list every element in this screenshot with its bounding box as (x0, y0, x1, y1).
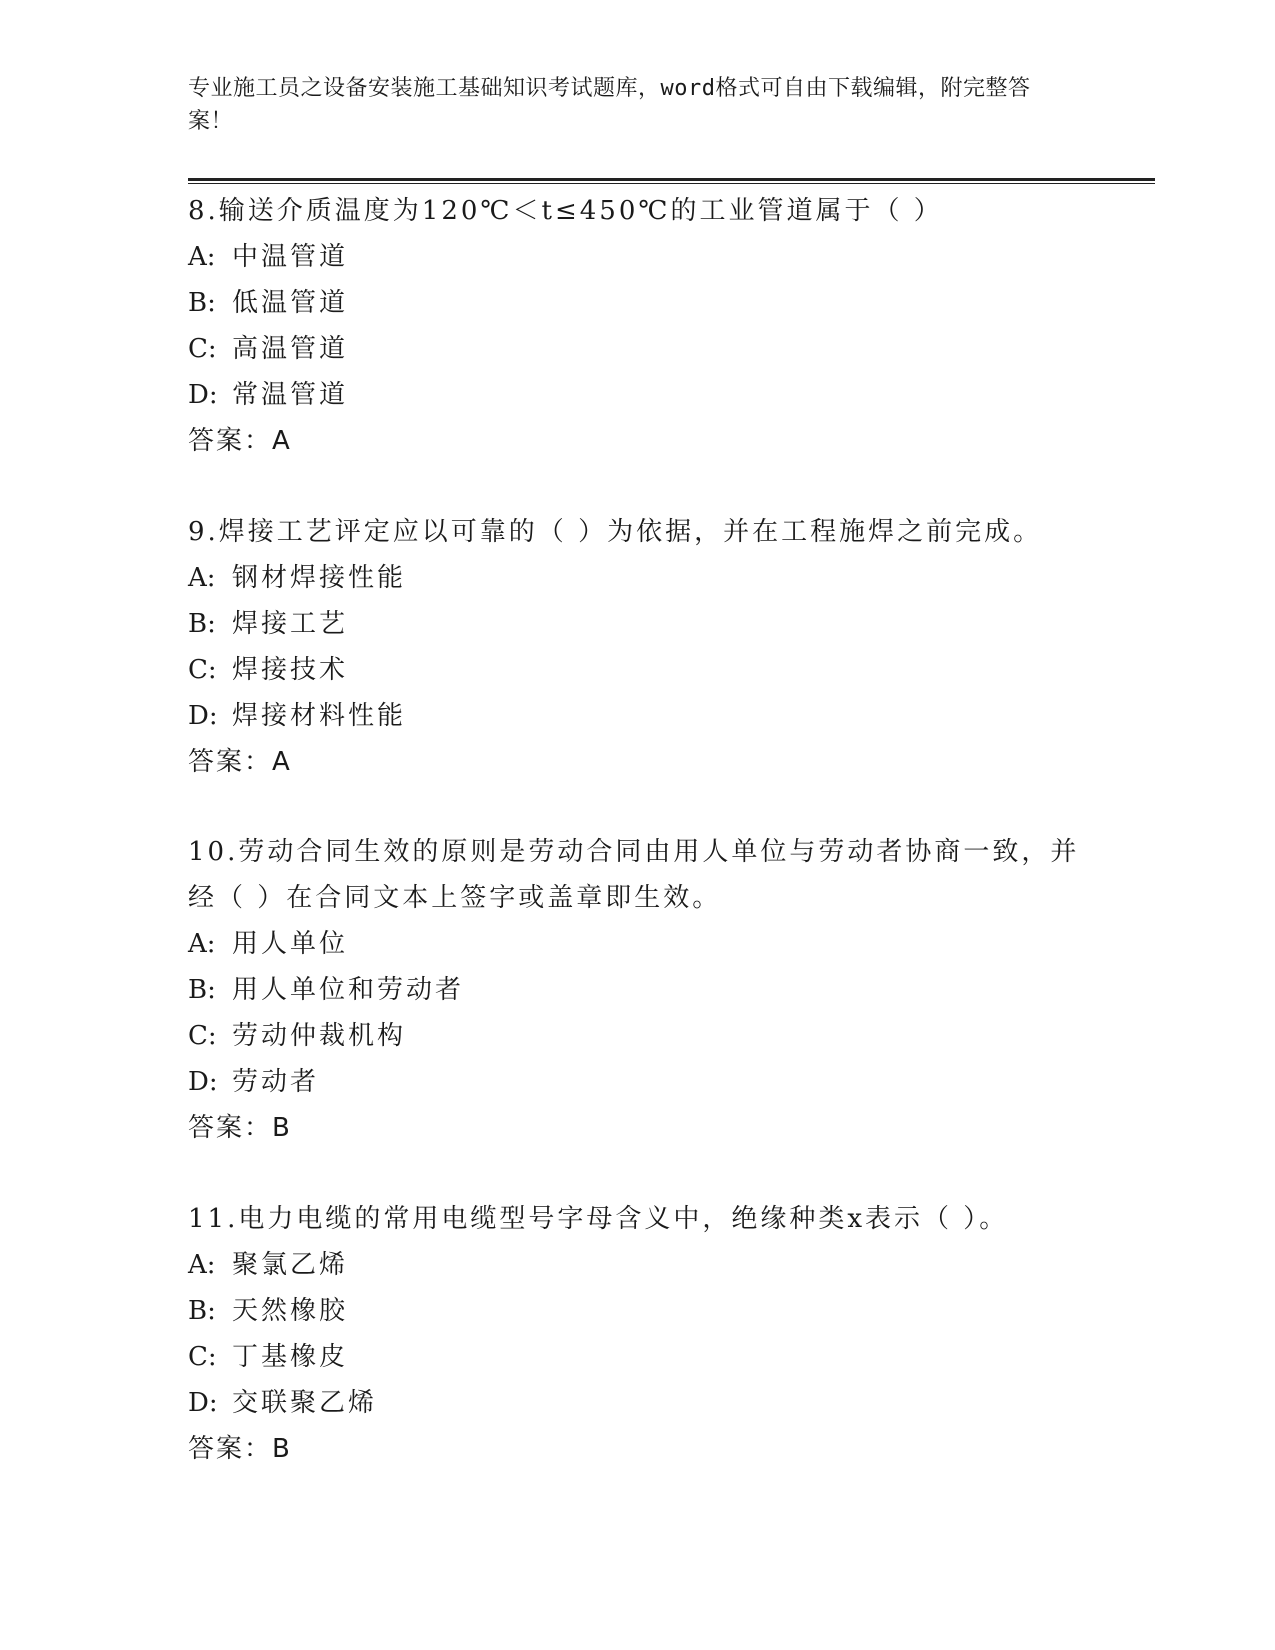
option-text: 劳动者 (232, 1067, 320, 1097)
option-key: D: (188, 1067, 218, 1097)
document-header: 专业施工员之设备安装施工基础知识考试题库，word格式可自由下载编辑，附完整答案！ (188, 76, 1031, 134)
option-key: D: (188, 380, 218, 410)
option-text: 焊接技术 (232, 655, 349, 685)
option-d (188, 1380, 1088, 1426)
option-text: 钢材焊接性能 (232, 563, 407, 593)
option-key: A: (188, 929, 216, 959)
option-text: 焊接材料性能 (232, 701, 407, 731)
option-key: B: (188, 288, 216, 318)
question-stem: 10.劳动合同生效的原则是劳动合同由用人单位与劳动者协商一致，并经（ ）在合同文本上签字或盖章即生效。 (188, 837, 1080, 913)
option-text: 高温管道 (232, 334, 349, 364)
option-c (188, 326, 1088, 372)
option-key: B: (188, 975, 216, 1005)
option-b (188, 1288, 1088, 1334)
question-block (188, 829, 1088, 1151)
option-a (188, 1242, 1088, 1288)
option-a (188, 234, 1088, 280)
option-text: 焊接工艺 (232, 609, 349, 639)
answer-line: 答案：A (188, 747, 292, 777)
option-text: 中温管道 (232, 242, 349, 272)
question-block (188, 509, 1088, 785)
option-text: 低温管道 (232, 288, 349, 318)
option-text: 聚氯乙烯 (232, 1250, 349, 1280)
option-text: 交联聚乙烯 (232, 1388, 378, 1418)
answer-line: 答案：B (188, 1434, 292, 1464)
option-key: A: (188, 563, 216, 593)
option-d (188, 1059, 1088, 1105)
option-key: A: (188, 242, 216, 272)
option-a (188, 555, 1088, 601)
option-text: 丁基橡皮 (232, 1342, 349, 1372)
option-key: D: (188, 701, 218, 731)
question-block (188, 188, 1088, 464)
option-key: A: (188, 1250, 216, 1280)
option-d (188, 372, 1088, 418)
option-a (188, 921, 1088, 967)
option-key: B: (188, 1296, 216, 1326)
option-key: D: (188, 1388, 218, 1418)
option-text: 劳动仲裁机构 (232, 1021, 407, 1051)
option-c (188, 1013, 1088, 1059)
option-text: 用人单位 (232, 929, 349, 959)
option-b (188, 280, 1088, 326)
option-text: 常温管道 (232, 380, 349, 410)
option-c (188, 1334, 1088, 1380)
option-key: C: (188, 334, 217, 364)
option-d (188, 693, 1088, 739)
option-b (188, 967, 1088, 1013)
option-b (188, 601, 1088, 647)
question-stem: 9.焊接工艺评定应以可靠的（ ）为依据，并在工程施焊之前完成。 (188, 517, 1043, 547)
option-text: 天然橡胶 (232, 1296, 349, 1326)
option-key: C: (188, 1342, 217, 1372)
header-divider-thin (188, 183, 1155, 184)
header-divider-thick (188, 178, 1155, 181)
option-c (188, 647, 1088, 693)
answer-line: 答案：B (188, 1113, 292, 1143)
option-key: C: (188, 655, 217, 685)
option-key: B: (188, 609, 216, 639)
question-block (188, 1196, 1088, 1472)
option-text: 用人单位和劳动者 (232, 975, 465, 1005)
answer-line: 答案：A (188, 426, 292, 456)
question-stem: 11.电力电缆的常用电缆型号字母含义中，绝缘种类x表示（ ）。 (188, 1204, 1009, 1234)
option-key: C: (188, 1021, 217, 1051)
question-stem: 8.输送介质温度为120℃＜t≤450℃的工业管道属于（ ） (188, 196, 943, 226)
